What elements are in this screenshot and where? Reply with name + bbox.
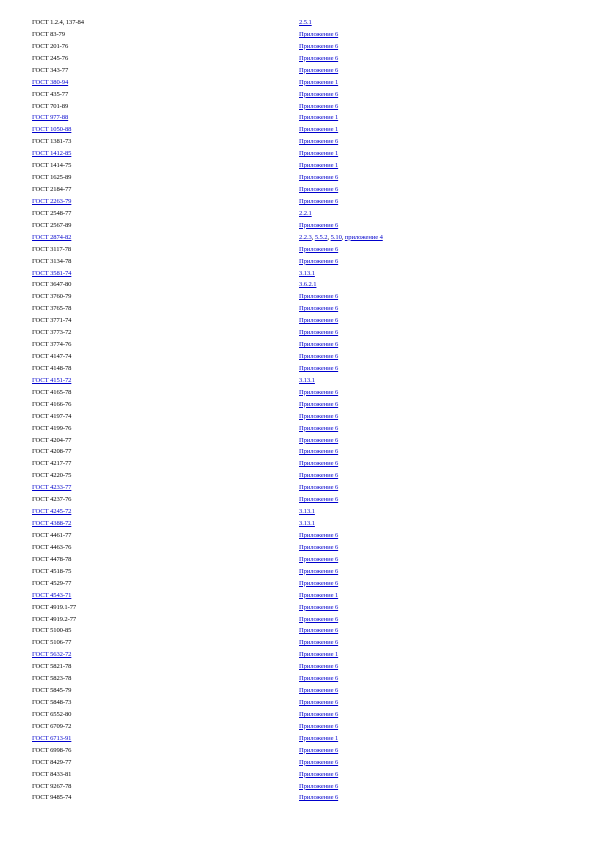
clause-link[interactable]: Приложение 6 xyxy=(299,245,339,253)
clause-references xyxy=(299,41,338,53)
clause-references xyxy=(299,53,338,65)
reference-row xyxy=(0,590,595,602)
clause-link[interactable]: Приложение 6 xyxy=(299,782,339,790)
clause-references xyxy=(299,518,315,530)
reference-row xyxy=(0,148,595,160)
clause-link[interactable]: Приложение 6 xyxy=(299,424,339,432)
reference-row xyxy=(0,602,595,614)
clause-references xyxy=(299,77,338,89)
clause-references xyxy=(299,446,338,458)
standard-link[interactable]: ГОСТ 2263-79 xyxy=(32,197,72,205)
clause-references xyxy=(299,554,338,566)
standard-label: ГОСТ 6709-72 xyxy=(32,722,72,730)
clause-link[interactable]: Приложение 6 xyxy=(299,543,339,551)
reference-row xyxy=(0,423,595,435)
standard-link[interactable]: ГОСТ 4388-72 xyxy=(32,520,72,528)
clause-link[interactable]: Приложение 6 xyxy=(299,90,339,98)
clause-references xyxy=(299,65,338,77)
clause-link[interactable]: Приложение 6 xyxy=(299,615,339,623)
clause-references xyxy=(299,29,338,41)
standard-label: ГОСТ 4148-78 xyxy=(32,364,72,372)
reference-row xyxy=(0,637,595,649)
clause-references xyxy=(299,649,338,661)
clause-link[interactable]: Приложение 6 xyxy=(299,555,339,563)
standard-label: ГОСТ 3647-80 xyxy=(32,281,72,289)
reference-row xyxy=(0,101,595,113)
clause-link[interactable]: 3.13.1 xyxy=(299,520,315,528)
clause-link[interactable]: Приложение 6 xyxy=(299,186,339,194)
standard-label: ГОСТ 4166-76 xyxy=(32,400,72,408)
standard-label: ГОСТ 5821-78 xyxy=(32,663,72,671)
reference-row xyxy=(0,268,595,280)
clause-references xyxy=(299,673,338,685)
clause-references xyxy=(299,721,338,733)
standard-label: ГОСТ 4919.1-77 xyxy=(32,603,77,611)
clause-references xyxy=(299,482,338,494)
clause-link[interactable]: Приложение 6 xyxy=(299,138,339,146)
clause-references xyxy=(299,363,338,375)
clause-references xyxy=(299,590,338,602)
reference-row xyxy=(0,29,595,41)
reference-row xyxy=(0,339,595,351)
clause-references xyxy=(299,89,338,101)
standard-link[interactable]: ГОСТ 380-94 xyxy=(32,78,69,86)
standard-label: ГОСТ 4919.2-77 xyxy=(32,615,77,623)
clause-link[interactable]: Приложение 6 xyxy=(299,66,339,74)
clause-references xyxy=(299,411,338,423)
standard-label: ГОСТ 3773-72 xyxy=(32,329,72,337)
clause-link[interactable]: Приложение 6 xyxy=(299,710,339,718)
clause-link[interactable]: Приложение 6 xyxy=(299,293,339,301)
clause-references xyxy=(299,268,315,280)
reference-row xyxy=(0,661,595,673)
clause-link[interactable]: Приложение 6 xyxy=(299,329,339,337)
standard-label: ГОСТ 9485-74 xyxy=(32,794,72,802)
reference-row xyxy=(0,327,595,339)
standard-label: ГОСТ 1414-75 xyxy=(32,162,72,170)
clause-link[interactable]: Приложение 6 xyxy=(299,722,339,730)
standard-label: ГОСТ 1625-89 xyxy=(32,174,72,182)
clause-link[interactable]: Приложение 6 xyxy=(299,448,339,456)
reference-row xyxy=(0,745,595,757)
clause-link[interactable]: 2.2.1 xyxy=(299,209,312,217)
clause-link[interactable]: Приложение 6 xyxy=(299,30,339,38)
standard-link[interactable]: ГОСТ 3581-74 xyxy=(32,269,72,277)
standard-label: ГОСТ 9267-78 xyxy=(32,782,72,790)
clause-link[interactable]: Приложение 6 xyxy=(299,412,339,420)
standard-label: ГОСТ 4217-77 xyxy=(32,460,72,468)
reference-row xyxy=(0,506,595,518)
reference-row xyxy=(0,375,595,387)
clause-references xyxy=(299,709,338,721)
reference-row xyxy=(0,89,595,101)
standard-link[interactable]: ГОСТ 4151-72 xyxy=(32,376,72,384)
clause-link[interactable]: 3.13.1 xyxy=(299,269,315,277)
clause-link[interactable]: Приложение 6 xyxy=(299,675,339,683)
clause-link[interactable]: Приложение 6 xyxy=(299,603,339,611)
reference-row xyxy=(0,685,595,697)
clause-references xyxy=(299,17,312,29)
clause-link[interactable]: Приложение 6 xyxy=(299,579,339,587)
reference-row xyxy=(0,709,595,721)
clause-references xyxy=(299,279,316,291)
standard-link[interactable]: ГОСТ 4233-77 xyxy=(32,484,72,492)
standard-link[interactable]: ГОСТ 1412-85 xyxy=(32,150,72,158)
clause-link[interactable]: Приложение 6 xyxy=(299,460,339,468)
clause-link[interactable]: Приложение 6 xyxy=(299,699,339,706)
reference-row xyxy=(0,458,595,470)
reference-row xyxy=(0,315,595,327)
standard-label: ГОСТ 3774-76 xyxy=(32,341,72,349)
clause-references xyxy=(299,339,338,351)
standard-link[interactable]: ГОСТ 4543-71 xyxy=(32,591,72,599)
reference-row xyxy=(0,792,595,804)
standard-label: ГОСТ 4147-74 xyxy=(32,353,72,361)
reference-row xyxy=(0,196,595,208)
clause-references xyxy=(299,661,338,673)
clause-link[interactable]: 3.13.1 xyxy=(299,508,315,516)
standard-label: ГОСТ 4165-78 xyxy=(32,388,72,396)
reference-row xyxy=(0,446,595,458)
clause-references xyxy=(299,327,338,339)
standard-label: ГОСТ 4204-77 xyxy=(32,436,72,444)
standard-label: ГОСТ 6998-76 xyxy=(32,746,72,754)
clause-references xyxy=(299,172,338,184)
reference-row xyxy=(0,470,595,482)
clause-link[interactable]: Приложение 6 xyxy=(299,305,339,313)
standard-label: ГОСТ 83-79 xyxy=(32,30,65,38)
clause-references xyxy=(299,494,338,506)
standard-label: ГОСТ 343-77 xyxy=(32,66,69,74)
reference-row xyxy=(0,279,595,291)
reference-row xyxy=(0,291,595,303)
reference-row xyxy=(0,208,595,220)
reference-row xyxy=(0,542,595,554)
reference-row xyxy=(0,256,595,268)
clause-link[interactable]: Приложение 6 xyxy=(299,388,339,396)
standard-label: ГОСТ 5106-77 xyxy=(32,639,72,647)
clause-link[interactable]: Приложение 6 xyxy=(299,102,339,110)
clause-references xyxy=(299,148,338,160)
clause-link[interactable]: Приложение 6 xyxy=(299,531,339,539)
standard-label: ГОСТ 4478-78 xyxy=(32,555,72,563)
reference-row xyxy=(0,733,595,745)
standard-link[interactable]: ГОСТ 1050-88 xyxy=(32,126,72,134)
clause-references xyxy=(299,625,338,637)
clause-link[interactable]: Приложение 6 xyxy=(299,364,339,372)
reference-row xyxy=(0,494,595,506)
standard-link[interactable]: ГОСТ 5632-72 xyxy=(32,651,72,659)
standard-label: ГОСТ 4529-77 xyxy=(32,579,72,587)
clause-link[interactable]: Приложение 6 xyxy=(299,257,339,265)
clause-references xyxy=(299,399,338,411)
separator: , xyxy=(311,233,315,241)
clause-link[interactable]: Приложение 6 xyxy=(299,627,339,635)
reference-row xyxy=(0,387,595,399)
clause-references xyxy=(299,184,338,196)
reference-row xyxy=(0,184,595,196)
clause-link[interactable]: Приложение 1 xyxy=(299,162,339,170)
clause-references xyxy=(299,530,338,542)
clause-references xyxy=(299,745,338,757)
reference-row xyxy=(0,518,595,530)
clause-link[interactable]: Приложение 6 xyxy=(299,400,339,408)
standard-label: ГОСТ 4197-74 xyxy=(32,412,72,420)
clause-references xyxy=(299,542,338,554)
standard-label: ГОСТ 8429-77 xyxy=(32,758,72,766)
clause-references xyxy=(299,637,338,649)
reference-row xyxy=(0,482,595,494)
clause-link[interactable]: Приложение 6 xyxy=(299,317,339,325)
reference-row xyxy=(0,435,595,447)
clause-link[interactable]: Приложение 6 xyxy=(299,54,339,62)
clause-link[interactable]: Приложение 6 xyxy=(299,353,339,361)
clause-references xyxy=(299,315,338,327)
reference-row xyxy=(0,220,595,232)
clause-references xyxy=(299,470,338,482)
reference-row xyxy=(0,41,595,53)
clause-link[interactable]: Приложение 6 xyxy=(299,687,339,695)
standard-label: ГОСТ 2567-89 xyxy=(32,221,72,229)
standard-label: ГОСТ 1.2.4, 137-84 xyxy=(32,19,84,26)
clause-link[interactable]: Приложение 6 xyxy=(299,639,339,647)
standard-label: ГОСТ 6552-80 xyxy=(32,710,72,718)
standard-link[interactable]: ГОСТ 6713-91 xyxy=(32,734,72,742)
standard-link[interactable]: ГОСТ 4245-72 xyxy=(32,508,72,516)
clause-link[interactable]: Приложение 6 xyxy=(299,472,339,480)
clause-link[interactable]: Приложение 6 xyxy=(299,663,339,671)
clause-references xyxy=(299,136,338,148)
clause-link[interactable]: Приложение 6 xyxy=(299,746,339,754)
reference-row xyxy=(0,566,595,578)
standard-label: ГОСТ 3134-78 xyxy=(32,257,72,265)
clause-link[interactable]: Приложение 1 xyxy=(299,591,339,599)
reference-row xyxy=(0,244,595,256)
standard-label: ГОСТ 3760-79 xyxy=(32,293,72,301)
clause-link[interactable]: Приложение 6 xyxy=(299,42,339,50)
clause-references xyxy=(299,124,338,136)
reference-row xyxy=(0,411,595,423)
clause-link[interactable]: 2.2.3 xyxy=(299,233,312,241)
clause-link[interactable]: 5.10 xyxy=(330,233,342,241)
reference-row xyxy=(0,649,595,661)
standard-label: ГОСТ 4518-75 xyxy=(32,567,72,575)
clause-link[interactable]: 2.5.1 xyxy=(299,19,312,26)
clause-link[interactable]: 3.6.2.1 xyxy=(299,281,317,289)
clause-references xyxy=(299,757,338,769)
clause-references xyxy=(299,220,338,232)
standard-label: ГОСТ 4208-77 xyxy=(32,448,72,456)
clause-link[interactable]: Приложение 6 xyxy=(299,174,339,182)
clause-link[interactable]: Приложение 6 xyxy=(299,221,339,229)
reference-row xyxy=(0,160,595,172)
separator: , xyxy=(327,233,331,241)
clause-references xyxy=(299,291,338,303)
clause-references xyxy=(299,566,338,578)
reference-row xyxy=(0,530,595,542)
clause-references xyxy=(299,792,338,804)
clause-references xyxy=(299,232,383,244)
reference-row xyxy=(0,351,595,363)
clause-link[interactable]: 5.5.2 xyxy=(314,233,328,241)
clause-references xyxy=(299,387,338,399)
clause-link[interactable]: Приложение 1 xyxy=(299,114,339,122)
clause-references xyxy=(299,208,312,220)
reference-row xyxy=(0,232,595,244)
clause-references xyxy=(299,781,338,793)
clause-references xyxy=(299,769,338,781)
clause-link[interactable]: Приложение 6 xyxy=(299,770,339,778)
reference-row xyxy=(0,578,595,590)
standard-link[interactable]: ГОСТ 977-88 xyxy=(32,114,69,122)
reference-row xyxy=(0,77,595,89)
reference-row xyxy=(0,781,595,793)
clause-references xyxy=(299,506,315,518)
reference-row xyxy=(0,363,595,375)
reference-row xyxy=(0,697,595,709)
standard-label: ГОСТ 245-76 xyxy=(32,54,69,62)
clause-references xyxy=(299,685,338,697)
clause-references xyxy=(299,458,338,470)
reference-row xyxy=(0,172,595,184)
standard-label: ГОСТ 435-77 xyxy=(32,90,69,98)
reference-row xyxy=(0,124,595,136)
reference-row xyxy=(0,757,595,769)
clause-link[interactable]: Приложение 6 xyxy=(299,341,339,349)
reference-row xyxy=(0,65,595,77)
clause-references xyxy=(299,112,338,124)
standard-label: ГОСТ 4237-76 xyxy=(32,496,72,504)
clause-references xyxy=(299,614,338,626)
clause-references xyxy=(299,101,338,113)
clause-references xyxy=(299,375,315,387)
clause-references xyxy=(299,578,338,590)
clause-references xyxy=(299,256,338,268)
standard-label: ГОСТ 2548-77 xyxy=(32,209,72,217)
clause-references xyxy=(299,244,338,256)
reference-row xyxy=(0,112,595,124)
clause-link[interactable]: Приложение 1 xyxy=(299,651,339,659)
reference-row xyxy=(0,614,595,626)
standard-label: ГОСТ 5823-78 xyxy=(32,675,72,683)
clause-link[interactable]: приложение 4 xyxy=(344,233,383,241)
reference-row xyxy=(0,721,595,733)
clause-references xyxy=(299,351,338,363)
clause-references xyxy=(299,196,338,208)
reference-row xyxy=(0,136,595,148)
clause-link[interactable]: Приложение 6 xyxy=(299,436,339,444)
separator: , xyxy=(341,233,345,241)
standard-label: ГОСТ 3765-78 xyxy=(32,305,72,313)
standard-label: ГОСТ 1381-73 xyxy=(32,138,72,146)
clause-link[interactable]: Приложение 1 xyxy=(299,734,339,742)
standard-label: ГОСТ 5845-79 xyxy=(32,687,72,695)
standard-label: ГОСТ 4220-75 xyxy=(32,472,72,480)
clause-link[interactable]: 3.13.1 xyxy=(299,376,315,384)
standard-label: ГОСТ 701-89 xyxy=(32,102,69,110)
clause-references xyxy=(299,602,338,614)
reference-row xyxy=(0,769,595,781)
clause-link[interactable]: Приложение 1 xyxy=(299,150,339,158)
reference-row xyxy=(0,17,595,29)
clause-references xyxy=(299,435,338,447)
clause-references xyxy=(299,160,338,172)
standard-label: ГОСТ 3771-74 xyxy=(32,317,72,325)
standard-label: ГОСТ 5848-73 xyxy=(32,699,72,706)
standard-label: ГОСТ 5100-85 xyxy=(32,627,72,635)
standard-label: ГОСТ 4199-76 xyxy=(32,424,72,432)
standard-link[interactable]: ГОСТ 2874-82 xyxy=(32,233,72,241)
reference-row xyxy=(0,554,595,566)
clause-link[interactable]: Приложение 6 xyxy=(299,794,339,802)
reference-row xyxy=(0,399,595,411)
clause-link[interactable]: Приложение 6 xyxy=(299,496,339,504)
clause-link[interactable]: Приложение 6 xyxy=(299,484,339,492)
clause-references xyxy=(299,423,338,435)
standard-label: ГОСТ 8433-81 xyxy=(32,770,72,778)
standard-label: ГОСТ 3117-78 xyxy=(32,245,72,253)
clause-link[interactable]: Приложение 1 xyxy=(299,126,339,134)
clause-references xyxy=(299,697,338,709)
clause-link[interactable]: Приложение 1 xyxy=(299,78,339,86)
standard-label: ГОСТ 201-76 xyxy=(32,42,69,50)
reference-row xyxy=(0,303,595,315)
reference-row xyxy=(0,673,595,685)
clause-link[interactable]: Приложение 6 xyxy=(299,567,339,575)
reference-row xyxy=(0,53,595,65)
clause-references xyxy=(299,733,338,745)
reference-row xyxy=(0,625,595,637)
clause-link[interactable]: Приложение 6 xyxy=(299,197,339,205)
clause-link[interactable]: Приложение 6 xyxy=(299,758,339,766)
clause-references xyxy=(299,303,338,315)
standard-label: ГОСТ 4463-76 xyxy=(32,543,72,551)
standard-label: ГОСТ 4461-77 xyxy=(32,531,72,539)
standard-label: ГОСТ 2184-77 xyxy=(32,186,72,194)
